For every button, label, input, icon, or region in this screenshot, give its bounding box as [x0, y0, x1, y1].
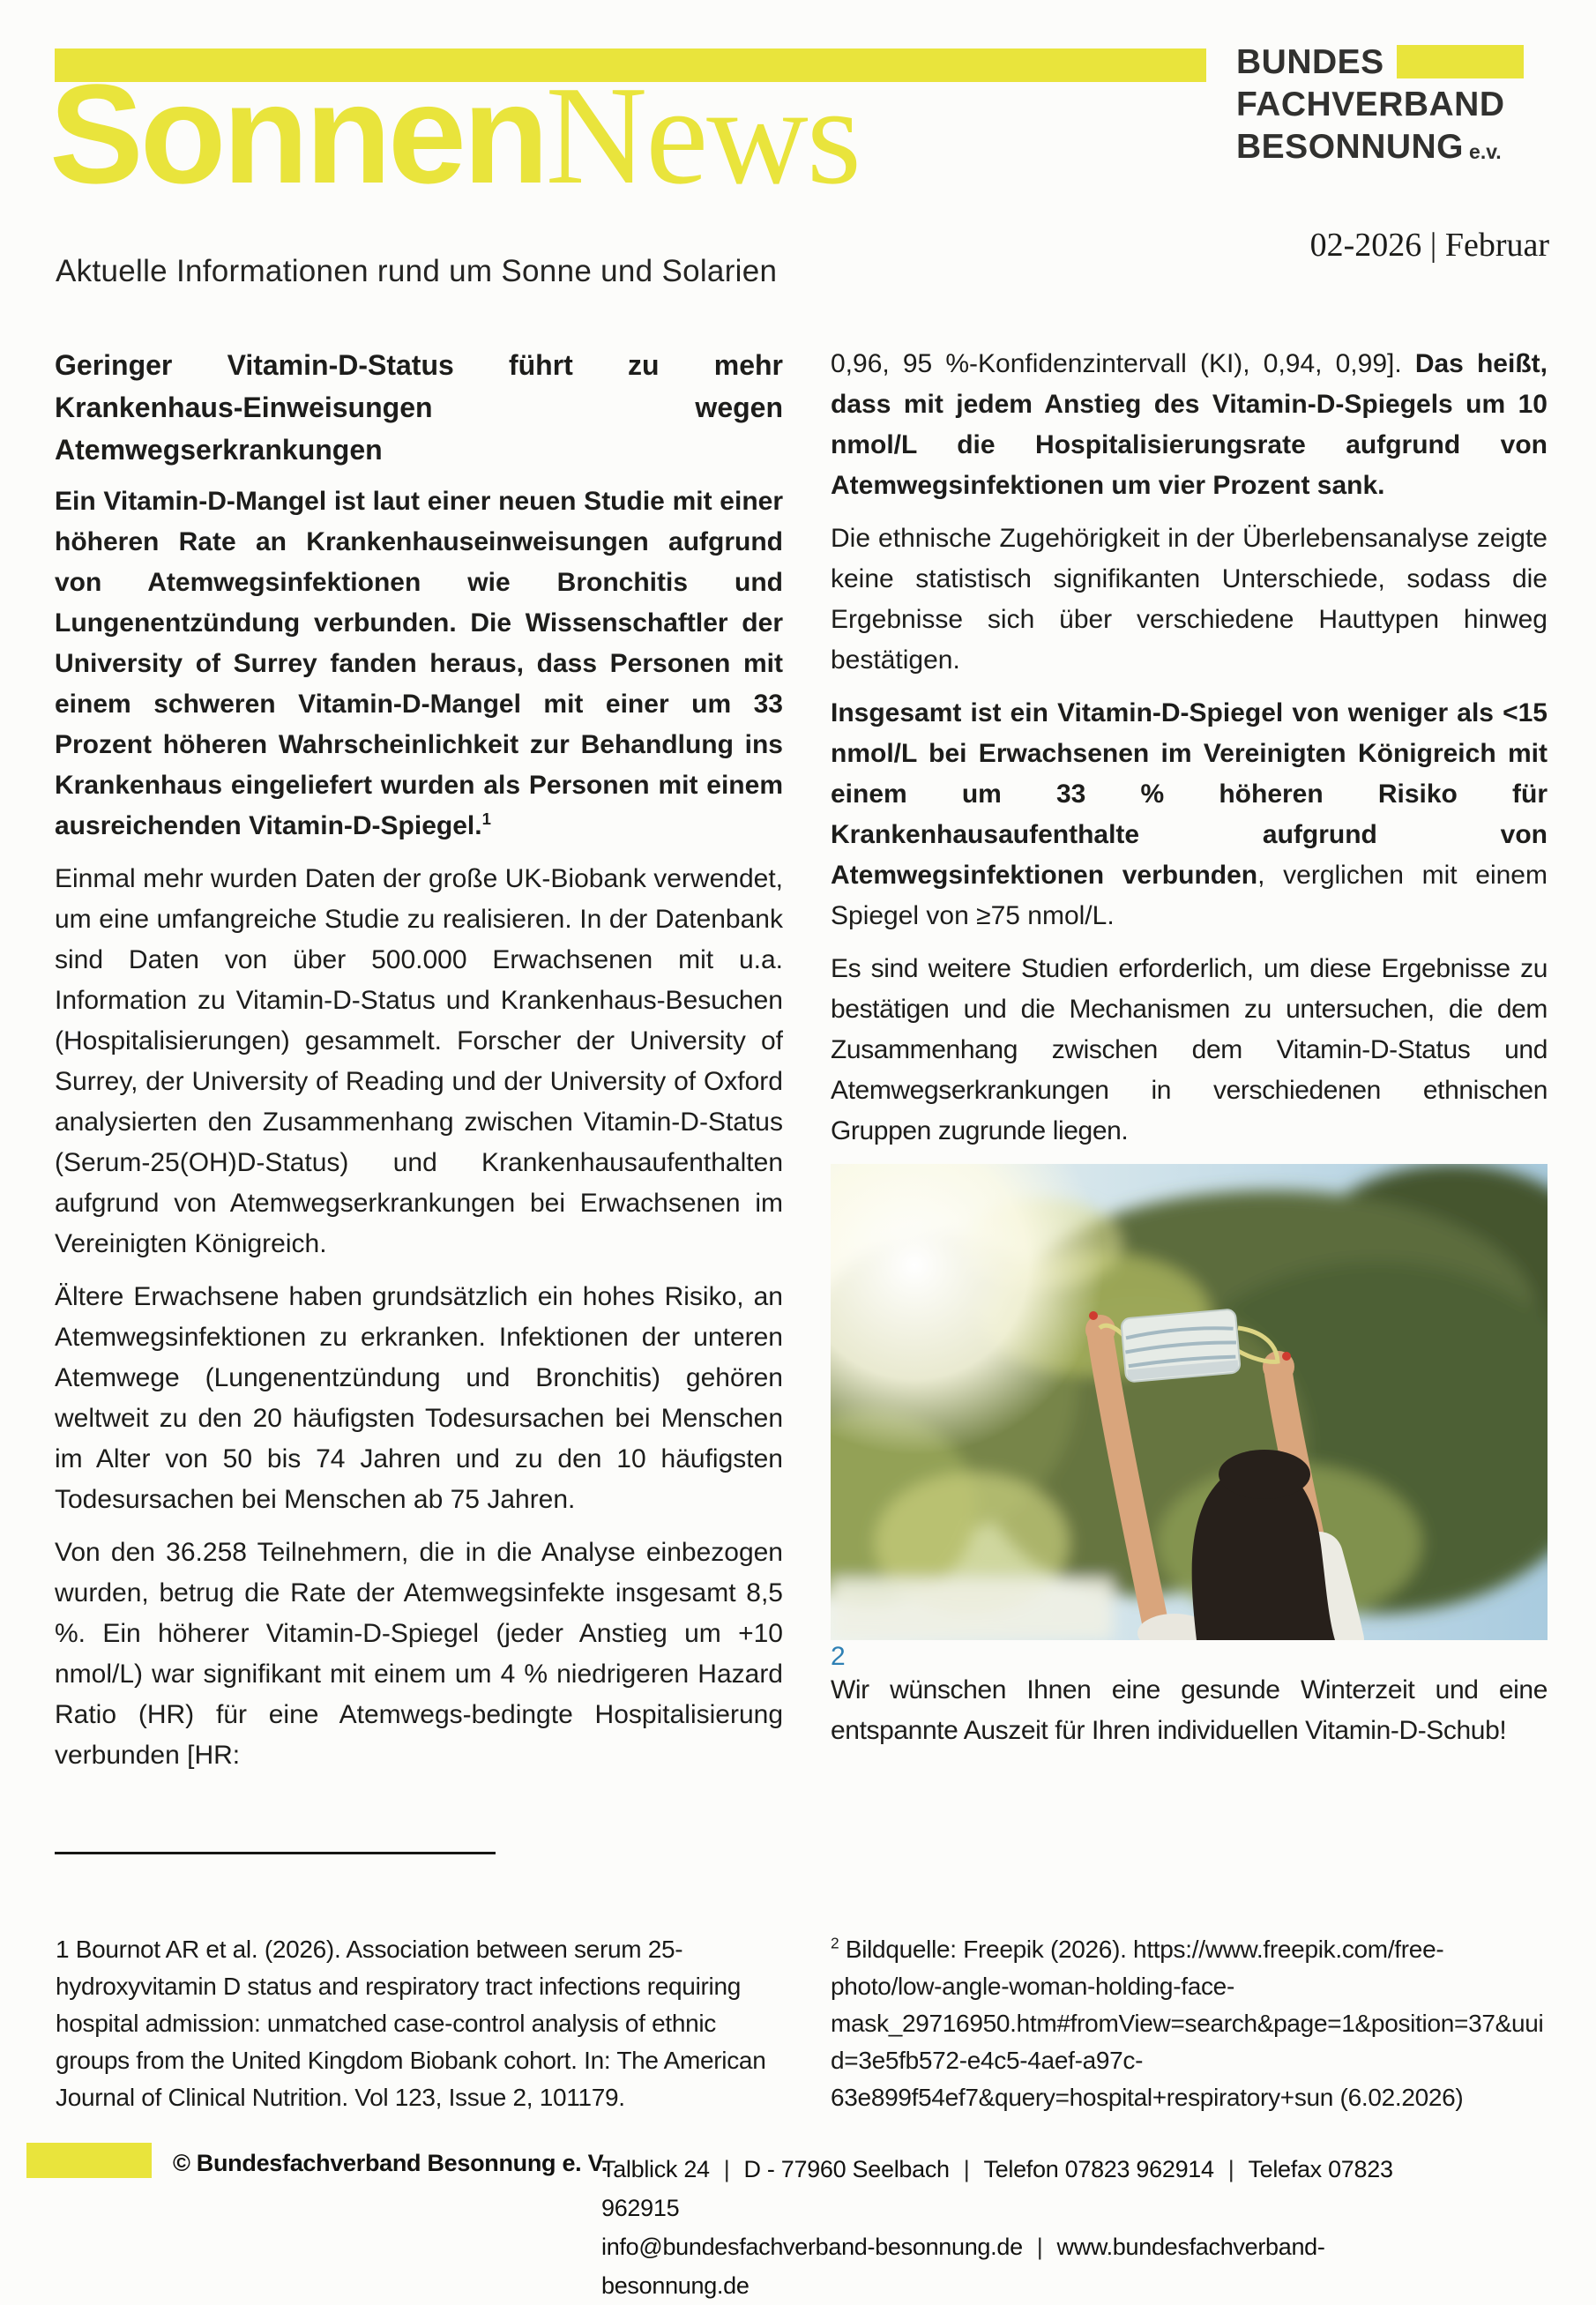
footer-address-line-2: [601, 2227, 1465, 2305]
logo-ev-suffix: e.v.: [1469, 140, 1502, 163]
footer-separator: |: [1227, 2156, 1234, 2182]
article-paragraph: 0,96, 95 %-Konfidenzintervall (KI), 0,94, 0,99]. Das heißt, dass mit jedem Anstieg des Vitamin-D-Spiegels um 10 nmol/L die Hospitalisierungsrate aufgrund von Atemwegsinfektionen um vier Prozent sank.: [831, 349, 1548, 500]
footer-copyright: © Bundesfachverband Besonnung e. V.: [173, 2150, 608, 2176]
footnote-2: [831, 1906, 1550, 2141]
newsletter-subtitle: Aktuelle Informationen rund um Sonne und Solarien: [56, 254, 778, 288]
photo-illustration: [831, 1164, 1548, 1640]
title-sonnen: Sonnen: [49, 55, 546, 213]
article-heading: Geringer Vitamin-D-Status führt zu mehr Krankenhaus-Einweisungen wegen Atemwegserkrankungen: [55, 349, 783, 466]
footnote-1: [56, 1906, 780, 2141]
footer-address-item: www.bundesfachverband-besonnung.de: [601, 2234, 1325, 2299]
footnote-separator-rule: [55, 1852, 496, 1854]
right-nail: [1282, 1352, 1291, 1361]
photo-source-marker: 2: [831, 1642, 846, 1671]
logo-word-fachverband: FACHVERBAND: [1236, 85, 1505, 123]
article-paragraph: Ein Vitamin-D-Mangel ist laut einer neuen Studie mit einer höheren Rate an Krankenhauseinweisungen aufgrund von Atemwegsinfektionen wie Bronchitis und Lungenentzündung verbunden. Die Wissenschaftler der University of Surrey fanden heraus, dass Personen mit einem schweren Vitamin-D-Mangel mit einer um 33 Prozent höheren Wahrscheinlichkeit zur Behandlung ins Krankenhaus eingeliefert wurden als Personen mit einem ausreichenden Vitamin-D-Spiegel.$^1$: [55, 487, 783, 840]
newsletter-title: [49, 55, 861, 213]
footer-address-item: D - 77960 Seelbach: [743, 2156, 950, 2182]
footer-address-item: Talblick 24: [601, 2156, 710, 2182]
footer-separator: |: [723, 2156, 730, 2182]
article-paragraph: Insgesamt ist ein Vitamin-D-Spiegel von weniger als <15 nmol/L bei Erwachsenen im Vereinigten Königreich mit einem um 33 % höheren Risiko für Krankenhausaufenthalte aufgrund von Atemwegsinfektionen verbunden, verglichen mit einem Spiegel von ≥75 nmol/L.: [831, 698, 1548, 930]
face-mask: [1121, 1309, 1241, 1382]
article-paragraph: Von den 36.258 Teilnehmern, die in die Analyse einbezogen wurden, betrug die Rate der Atemwegsinfekte insgesamt 8,5 %. Ein höherer Vitamin-D-Spiegel (jeder Anstieg um +10 nmol/L) war signifikant mit einem um 4 % niedrigeren Hazard Ratio (HR) für eine Atemwegs-bedingte Hospitalisierung verbunden [HR:: [55, 1538, 783, 1770]
footer-address: [601, 2150, 1465, 2305]
footer-address-item: Telefon 07823 962914: [983, 2156, 1214, 2182]
footer-address-line-1: [601, 2150, 1465, 2227]
article-right-column: [831, 344, 1548, 1764]
logo-yellow-block: [1397, 45, 1524, 78]
article-right-text: [831, 344, 1548, 1152]
left-hand: [1085, 1315, 1115, 1345]
footer-separator: |: [1036, 2234, 1043, 2260]
logo-row-3: [1236, 125, 1524, 168]
article-paragraph: $^2$ Bildquelle: Freepik (2026). https://www.freepik.com/free-photo/low-angle-woman-holding-face-mask_29716950.htm#fromView=search&page=1&position=37&uuid=3e5fb572-e4c5-4aef-a97c-63e899f54ef7&query=hospital+respiratory+sun (6.02.2026): [831, 1934, 1544, 2111]
footer-address-item: Telefax 07823 962915: [601, 2156, 1393, 2221]
logo-word-bundes: BUNDES: [1236, 42, 1384, 81]
article-paragraph: Es sind weitere Studien erforderlich, um diese Ergebnisse zu bestätigen und die Mechanismen zu untersuchen, die dem Zusammenhang zwischen dem Vitamin-D-Status und Atemwegserkrankungen in verschiedenen ethnischen Gruppen zugrunde liegen.: [831, 954, 1548, 1145]
article-photo: [831, 1164, 1548, 1640]
logo-row-1: [1236, 41, 1524, 83]
article-left-column: [55, 344, 783, 1788]
article-paragraph: Wir wünschen Ihnen eine gesunde Winterzeit und eine entspannte Auszeit für Ihren individuellen Vitamin-D-Schub!: [831, 1675, 1548, 1745]
logo-row-2: [1236, 83, 1524, 125]
article-paragraph: Ältere Erwachsene haben grundsätzlich ein hohes Risiko, an Atemwegsinfektionen zu erkranken. Infektionen der unteren Atemwege (Lungenentzündung und Bronchitis) gehören weltweit zu den 20 häufigsten Todesursachen bei Menschen im Alter von 50 bis 74 Jahren und zu den 10 häufigsten Todesursachen bei Menschen ab 75 Jahren.: [55, 1282, 783, 1514]
left-nail: [1089, 1311, 1098, 1320]
footer-address-item: info@bundesfachverband-besonnung.de: [601, 2234, 1023, 2260]
org-logo: [1236, 41, 1524, 168]
article-paragraph: Die ethnische Zugehörigkeit in der Überlebensanalyse zeigte keine statistisch signifikanten Unterschiede, sodass die Ergebnisse sich über verschiedene Hauttypen hinweg bestätigen.: [831, 524, 1548, 675]
logo-word-besonnung: BESONNUNG: [1236, 127, 1465, 166]
article-paragraph: 1 Bournot AR et al. (2026). Association between serum 25-hydroxyvitamin D status and respiratory tract infections requiring hospital admission: unmatched case-control analysis of ethnic groups from the United Kingdom Biobank cohort. In: The American Journal of Clinical Nutrition. Vol 123, Issue 2, 101179.: [56, 1936, 766, 2111]
article-closing-text: [831, 1670, 1548, 1751]
hair-top: [1219, 1450, 1310, 1499]
footer-accent-block: [26, 2143, 152, 2178]
footer-separator: |: [963, 2156, 970, 2182]
article-paragraph: Einmal mehr wurden Daten der große UK-Biobank verwendet, um eine umfangreiche Studie zu realisieren. In der Datenbank sind Daten von über 500.000 Erwachsenen mit u.a. Information zu Vitamin-D-Status und Krankenhaus-Besuchen (Hospitalisierungen) gesammelt. Forscher der University of Surrey, der University of Reading und der University of Oxford analysierten den Zusammenhang zwischen Vitamin-D-Status (Serum-25(OH)D-Status) und Krankenhausaufenthalten aufgrund von Atemwegserkrankungen bei Erwachsenen im Vereinigten Königreich.: [55, 864, 783, 1258]
issue-date: 02-2026 | Februar: [1309, 227, 1549, 264]
title-news: News: [545, 56, 861, 213]
